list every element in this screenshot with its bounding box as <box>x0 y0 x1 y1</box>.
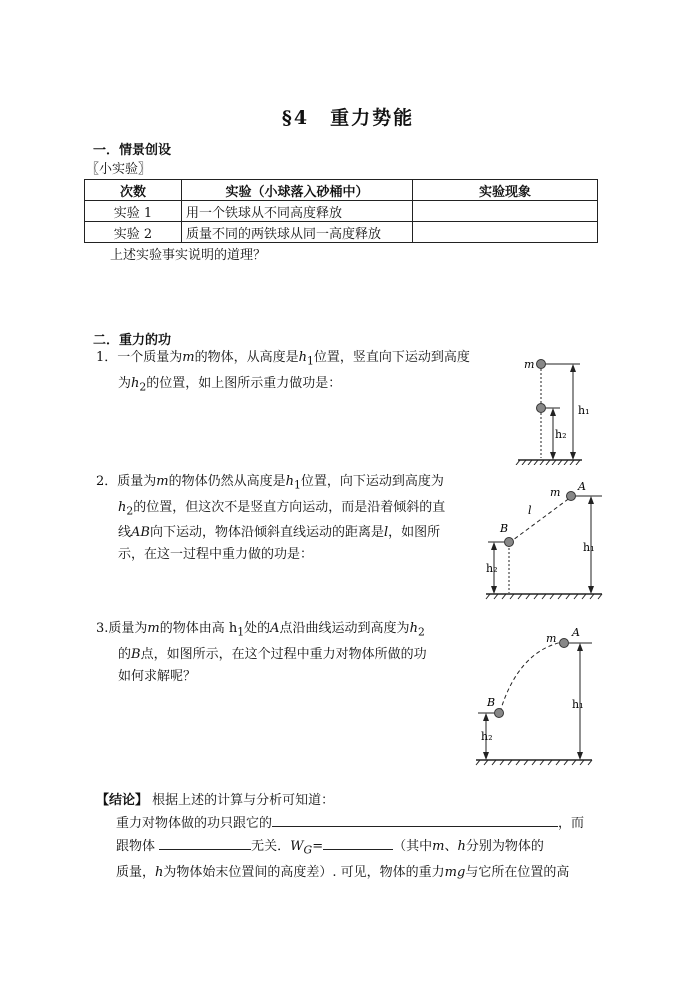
problem-1 <box>96 347 470 398</box>
table-cell: 实验 2 <box>85 222 182 243</box>
var-A: A <box>270 621 280 636</box>
section-heading-2: 二．重力的功 <box>93 333 172 348</box>
page-title: §4 重力势能 <box>281 107 415 129</box>
experiment-table <box>84 179 598 243</box>
arrowhead <box>570 452 576 460</box>
table-header-row <box>85 180 598 201</box>
text: 质量， <box>116 864 156 880</box>
ball-B <box>495 709 504 718</box>
ball-A <box>560 639 569 648</box>
answer-blank-2[interactable] <box>159 835 251 850</box>
table-cell: 质量不同的两铁球从同一高度释放 <box>182 222 413 243</box>
label-A: A <box>578 480 586 493</box>
label-h1: h₁ <box>578 404 590 417</box>
text: 为 <box>118 375 132 391</box>
incline-path <box>509 497 571 543</box>
table-cell: 用一个铁球从不同高度释放 <box>182 201 413 222</box>
var-m: m <box>147 621 160 636</box>
var-mg: mg <box>444 864 466 880</box>
var-AB: AB <box>131 525 150 541</box>
label-l: l <box>528 504 532 517</box>
arrowhead <box>570 364 576 372</box>
arrowhead <box>550 408 556 416</box>
table-row <box>85 222 598 243</box>
label-m: m <box>550 486 561 499</box>
text: 点沿曲线运动到高度为 <box>279 621 410 636</box>
section-heading-1: 一．情景创设 <box>93 143 172 158</box>
label-B: B <box>487 696 496 709</box>
subscript: 1 <box>294 478 301 492</box>
text: 位置，向下运动到高度为 <box>300 474 444 489</box>
table-row <box>85 201 598 222</box>
text: 重力对物体做的功只跟它的 <box>116 816 273 831</box>
var-B: B <box>131 646 141 662</box>
label-m: m <box>524 358 535 371</box>
text: 跟物体 <box>116 839 156 854</box>
label-m: m <box>546 632 557 645</box>
text: = <box>312 839 324 854</box>
text: 3.质量为 <box>96 621 148 636</box>
label-h2: h₂ <box>481 730 493 743</box>
subscript: 1 <box>237 625 245 639</box>
text: ，如图所 <box>388 525 441 541</box>
text: 无关． <box>251 839 291 854</box>
text: 为物体始末位置间的高度差）. 可见，物体的重力 <box>163 864 445 880</box>
text: 与它所在位置的高 <box>465 864 570 880</box>
arrowhead <box>550 452 556 460</box>
text: 的位置，如上图所示重力做功是： <box>146 375 342 391</box>
arrowhead <box>577 643 583 651</box>
text: 如何求解呢？ <box>118 668 197 684</box>
var-h: h <box>155 864 164 880</box>
table-header: 实验现象 <box>413 180 598 201</box>
text: 示，在这一过程中重力做的功是： <box>118 547 314 563</box>
problem-3 <box>96 618 427 688</box>
arrowhead <box>588 496 594 504</box>
text: 分别为物体的 <box>465 839 544 854</box>
arrowhead <box>588 586 594 594</box>
subscript: 2 <box>139 380 147 394</box>
var-m: m <box>182 350 195 365</box>
answer-blank-3[interactable] <box>323 835 393 850</box>
text: 处的 <box>244 621 271 636</box>
answer-blank-1[interactable] <box>272 812 558 827</box>
table-cell <box>413 201 598 222</box>
text: ，而 <box>558 816 585 831</box>
text: 位置，竖直向下运动到高度 <box>313 350 470 365</box>
text: 2．质量为 <box>96 474 157 489</box>
text: 的物体由高 h <box>159 621 238 636</box>
subscript: 1 <box>307 354 314 368</box>
arrowhead <box>491 542 497 550</box>
text: 的位置，但这次不是竖直方向运动，而是沿着倾斜的直 <box>133 499 446 515</box>
arrowhead <box>577 752 583 760</box>
arrowhead <box>483 713 489 721</box>
var-W: W <box>290 839 304 854</box>
label-h1: h₁ <box>583 541 595 554</box>
table-header: 次数 <box>85 180 182 201</box>
label-B: B <box>500 522 509 535</box>
table-header: 实验（小球落入砂桶中） <box>182 180 413 201</box>
text: 、 <box>444 839 458 854</box>
text: 的物体，从高度是 <box>194 350 299 365</box>
var-h: h <box>118 499 127 515</box>
text: 向下运动，物体沿倾斜直线运动的距离是 <box>149 525 384 541</box>
ball-bottom <box>537 404 546 413</box>
subscript: 2 <box>126 504 134 518</box>
arrowhead <box>491 586 497 594</box>
figure-2-inclined-line <box>478 476 608 601</box>
experiment-subheading: 〖小实验〗 <box>86 162 152 177</box>
ball-A <box>567 492 576 501</box>
var-h: h <box>298 350 307 365</box>
curved-path <box>500 642 562 712</box>
var-m: m <box>432 839 445 854</box>
var-h: h <box>457 839 466 854</box>
problem-2 <box>96 471 445 566</box>
arrowhead <box>483 752 489 760</box>
var-l: l <box>383 525 389 541</box>
table-cell <box>413 222 598 243</box>
label-h2: h₂ <box>555 428 567 441</box>
label-A: A <box>572 626 580 639</box>
var-m: m <box>156 474 169 489</box>
text: 线 <box>118 525 132 541</box>
text: 的 <box>118 646 132 662</box>
text: 根据上述的计算与分析可知道： <box>152 793 335 808</box>
conclusion-label: 【结论】 <box>96 793 149 808</box>
figure-3-curved-path <box>470 622 600 767</box>
text: 的物体仍然从高度是 <box>168 474 286 489</box>
ball-B <box>505 538 514 547</box>
var-h: h <box>131 375 140 391</box>
label-h2: h₂ <box>486 562 498 575</box>
subscript: 2 <box>417 625 425 639</box>
text: （其中 <box>393 839 433 854</box>
text: 点，如图所示，在这个过程中重力对物体所做的功 <box>140 646 427 662</box>
conclusion <box>96 790 584 884</box>
subscript: G <box>303 843 313 857</box>
label-h1: h₁ <box>572 698 584 711</box>
text: 1．一个质量为 <box>96 350 183 365</box>
table-cell: 实验 1 <box>85 201 182 222</box>
var-h: h <box>409 621 418 636</box>
question-text: 上述实验事实说明的道理？ <box>110 248 267 263</box>
ball-top <box>537 360 546 369</box>
var-h: h <box>285 474 294 489</box>
figure-1-vertical-drop <box>510 350 610 465</box>
